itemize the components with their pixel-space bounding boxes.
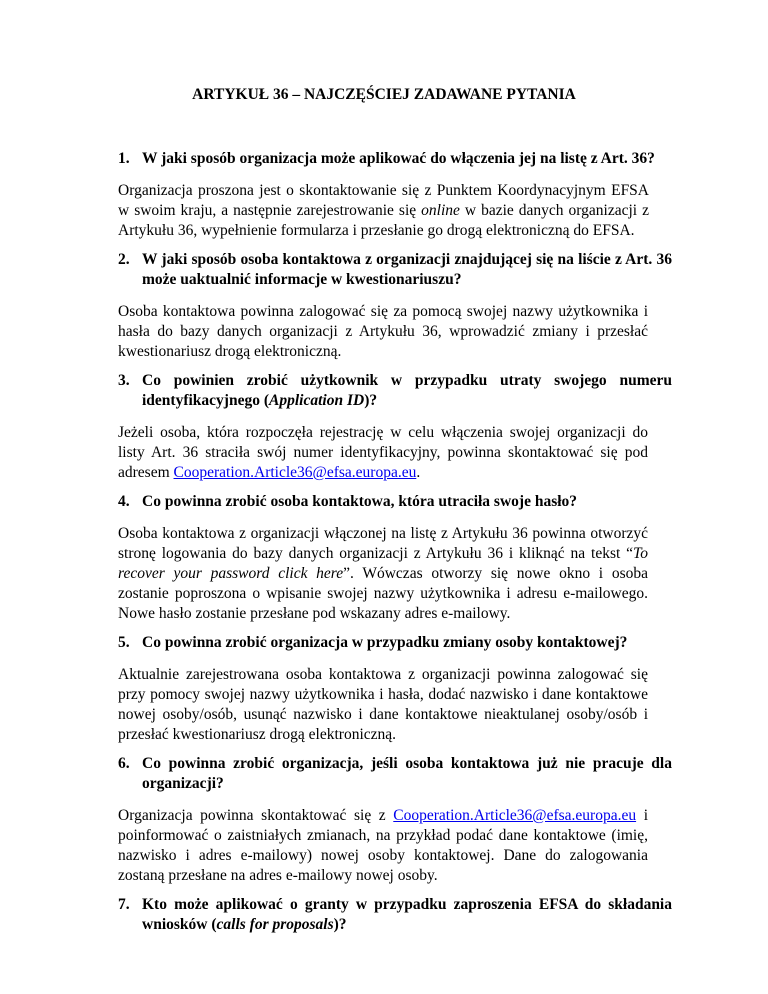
question-number: 6. xyxy=(118,755,130,772)
answer-6: Organizacja powinna skontaktować się z Cooperation.Article36@efsa.europa.eu i poinformować o zaistniałych zmianach, na przykład podać dane kontaktowe (imię, nazwisko i adres e-mailowy) nowej osoby kontaktowej. Dane do zalogowania zostaną przesłane na adres e-mailowy nowej osoby. xyxy=(118,807,648,884)
email-link[interactable]: Cooperation.Article36@efsa.europa.eu xyxy=(173,464,417,481)
email-link[interactable]: Cooperation.Article36@efsa.europa.eu xyxy=(393,807,637,824)
answer-3: Jeżeli osoba, która rozpoczęła rejestrację w celu włączenia swojej organizacji do listy Art. 36 straciła swój numer identyfikacyjny, powinna skontaktować się pod adresem Cooperation.Article36@efsa.europa.eu. xyxy=(118,424,648,481)
answer-2: Osoba kontaktowa powinna zalogować się za pomocą swojej nazwy użytkownika i hasła do bazy danych organizacji z Artykułu 36, wprowadzić zmiany i przesłać kwestionariusz drogą elektroniczną. xyxy=(118,303,648,360)
question-4 xyxy=(118,492,672,512)
question-number: 2. xyxy=(118,251,130,268)
question-1 xyxy=(118,149,672,169)
question-number: 4. xyxy=(118,493,130,510)
question-6 xyxy=(118,754,672,794)
question-2 xyxy=(118,250,672,290)
question-number: 5. xyxy=(118,634,130,651)
question-number: 1. xyxy=(118,150,130,167)
question-text: W jaki sposób osoba kontaktowa z organizacji znajdującej się na liście z Art. 36 może uaktualnić informacje w kwestionariuszu? xyxy=(142,251,672,288)
question-number: 3. xyxy=(118,372,130,389)
page-title: ARTYKUŁ 36 – NAJCZĘŚCIEJ ZADAWANE PYTANIA xyxy=(192,86,576,103)
question-text: Co powinna zrobić organizacja, jeśli osoba kontaktowa już nie pracuje dla organizacji? xyxy=(142,755,672,792)
answer-1: Organizacja proszona jest o skontaktowanie się z Punktem Koordynacyjnym EFSA w swoim kraju, a następnie zarejestrowanie się online w bazie danych organizacji z Artykułu 36, wypełnienie formularza i przesłanie go drogą elektroniczną do EFSA. xyxy=(118,182,649,239)
question-text: W jaki sposób organizacja może aplikować do włączenia jej na listę z Art. 36? xyxy=(142,150,655,167)
question-text: Co powinna zrobić osoba kontaktowa, która utraciła swoje hasło? xyxy=(142,493,578,510)
answer-4: Osoba kontaktowa z organizacji włączonej na listę z Artykułu 36 powinna otworzyć stronę logowania do bazy danych organizacji z Artykułu 36 i kliknąć na tekst “To recover your password click here”. Wówczas otworzy się nowe okno i osoba zostanie poproszona o wpisanie swojej nazwy użytkownika i adresu e-mailowego. Nowe hasło zostanie przesłane pod wskazany adres e-mailowy. xyxy=(118,525,648,622)
question-5 xyxy=(118,633,672,653)
question-text: Co powinna zrobić organizacja w przypadku zmiany osoby kontaktowej? xyxy=(142,634,628,651)
question-7: 7. Kto może aplikować o granty w przypadku zaproszenia EFSA do składania wniosków (calls for proposals)? xyxy=(118,896,672,933)
answer-5: Aktualnie zarejestrowana osoba kontaktowa z organizacji powinna zalogować się przy pomocy swojej nazwy użytkownika i hasła, dodać nazwisko i dane kontaktowe nowej osoby/osób, usunąć nazwisko i dane kontaktowe nieaktulanej osoby/osób i przesłać kwestionariusz drogą elektroniczną. xyxy=(118,666,648,743)
question-3: 3. Co powinien zrobić użytkownik w przypadku utraty swojego numeru identyfikacyjnego (Application ID)? xyxy=(118,372,672,409)
question-number: 7. xyxy=(118,896,130,913)
